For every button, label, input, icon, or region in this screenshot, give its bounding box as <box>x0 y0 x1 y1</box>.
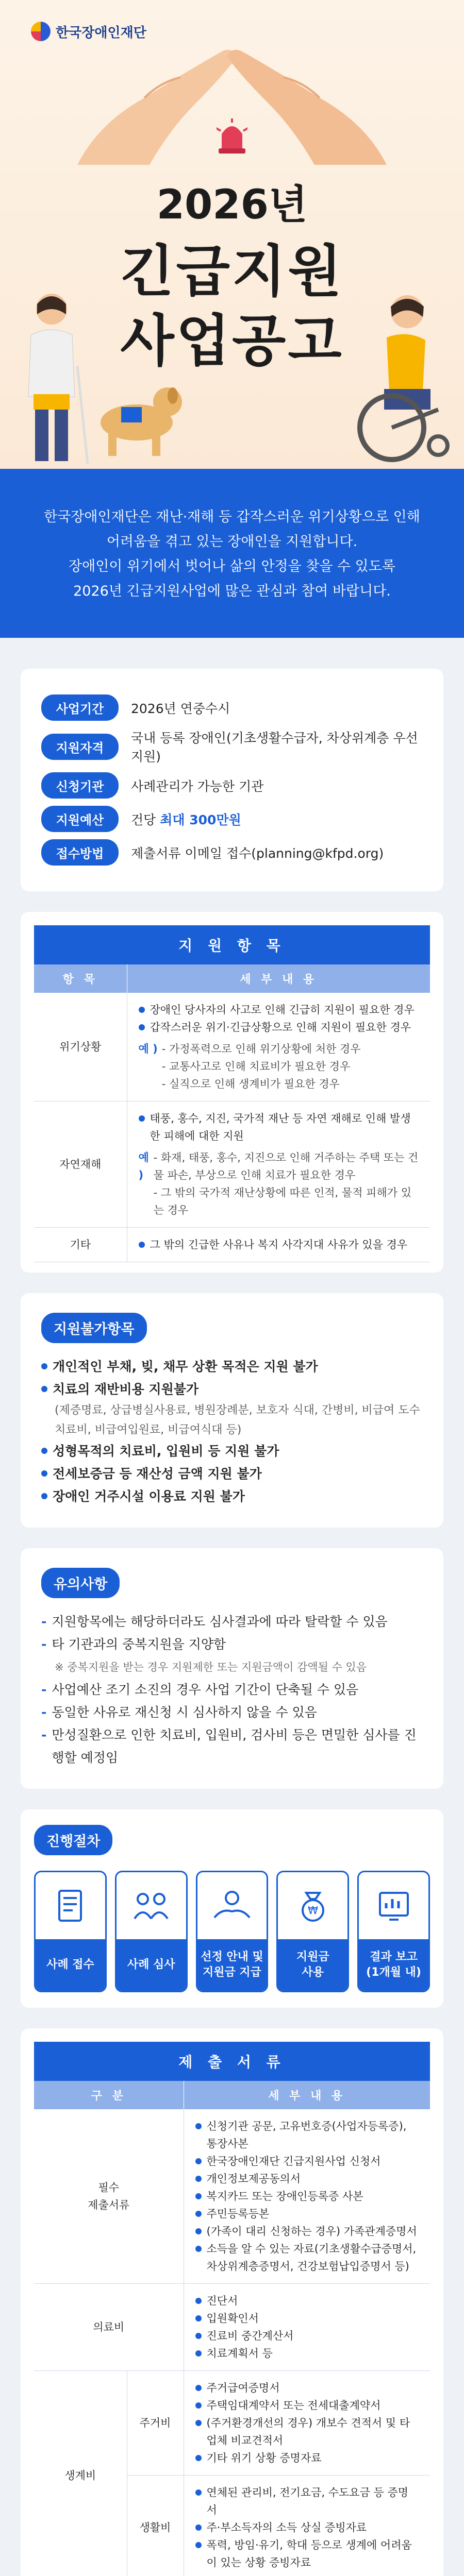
example: - 가정폭력으로 인해 위기상황에 처한 경우 <box>161 1043 361 1055</box>
row-content <box>127 1228 430 1262</box>
bullet: 진료비 중간계산서 <box>195 2327 419 2345</box>
bullet: 폭력, 방임·유기, 학대 등으로 생계에 어려움이 있는 상황 증빙자료 <box>195 2536 419 2571</box>
info-label: 신청기관 <box>41 772 119 799</box>
excluded-items-card <box>21 1293 443 1528</box>
header-detail: 세 부 내 용 <box>127 964 430 993</box>
row-content <box>184 2284 430 2371</box>
logo-mark-icon <box>31 22 51 41</box>
documents-card <box>21 2028 443 2576</box>
bullet: 주민등록등본 <box>195 2205 419 2223</box>
intro-line: 장애인이 위기에서 벗어나 삶의 안정을 찾을 수 있도록 <box>69 558 395 574</box>
step-label: 사례 접수 <box>36 1939 105 1991</box>
bullet: 그 밖의 긴급한 사유나 복지 사각지대 사유가 있을 경우 <box>139 1236 419 1253</box>
report-icon <box>376 1888 412 1924</box>
document-icon <box>52 1888 88 1924</box>
bullet: 입원확인서 <box>195 2310 419 2327</box>
process-card <box>21 1809 443 2008</box>
list-item: - 사업예산 조기 소진의 경우 사업 기간이 단축될 수 있음 <box>41 1679 423 1701</box>
list-item-note: ※ 중복지원을 받는 경우 지원제한 또는 지원금액이 감액될 수 있음 <box>55 1661 367 1673</box>
support-table-title: 지 원 항 목 <box>34 925 430 964</box>
row-content <box>127 993 430 1101</box>
info-value: 제출서류 이메일 접수(planning@kfpd.org) <box>131 845 384 861</box>
row-label: 필수 제출서류 <box>34 2109 184 2284</box>
header-item: 항 목 <box>34 964 127 993</box>
bullet: 개인정보제공동의서 <box>195 2170 419 2188</box>
person-with-guide-dog-icon <box>10 289 93 469</box>
row-content <box>184 2371 430 2476</box>
intro-text <box>0 469 464 638</box>
bullet: 한국장애인재단 긴급지원사업 신청서 <box>195 2153 419 2170</box>
siren-icon <box>217 118 247 155</box>
step-label: 사례 심사 <box>117 1939 186 1991</box>
list-item: 개인적인 부채, 빚, 채무 상환 목적은 지원 불가 <box>41 1355 423 1378</box>
support-table-header <box>34 964 430 993</box>
list-item: 장애인 거주시설 이용료 지원 불가 <box>41 1485 423 1508</box>
row-label: 기타 <box>34 1228 127 1262</box>
list-item: 성형목적의 치료비, 입원비 등 지원 불가 <box>41 1440 423 1463</box>
table-row <box>34 2109 430 2284</box>
caution-card <box>21 1548 443 1789</box>
list-item: 치료의 재반비용 지원불가 <box>41 1378 423 1401</box>
table-row <box>34 1228 430 1262</box>
svg-text:₩: ₩ <box>307 1904 318 1917</box>
info-row-budget <box>41 806 423 832</box>
process-steps <box>34 1871 430 1992</box>
budget-amount: 최대 300만원 <box>160 812 241 827</box>
bullet: (가족이 대리 신청하는 경우) 가족관계증명서 <box>195 2223 419 2240</box>
info-row-submission <box>41 839 423 866</box>
content <box>0 638 464 2576</box>
bullet: 복지카드 또는 장애인등록증 사본 <box>195 2188 419 2205</box>
header-category: 구 분 <box>34 2081 184 2109</box>
bullet: 기타 위기 상황 증명자료 <box>195 2449 419 2467</box>
example-block <box>139 1149 419 1219</box>
excluded-title: 지원불가항목 <box>41 1313 147 1343</box>
bullet: 치료계획서 등 <box>195 2345 419 2362</box>
step-label: 지원금 사용 <box>278 1939 347 1991</box>
row-label: 의료비 <box>34 2284 184 2371</box>
list-item: - 동일한 사유로 재신청 시 심사하지 않을 수 있음 <box>41 1701 423 1724</box>
row-label: 자연재해 <box>34 1101 127 1228</box>
person-in-wheelchair-icon <box>335 289 454 464</box>
documents-table-header <box>34 2081 430 2109</box>
hero-title-line1: 긴급지원 <box>120 240 344 304</box>
example: - 그 밖의 국가적 재난상황에 따른 인적, 물적 피해가 있는 경우 <box>153 1187 411 1216</box>
table-row <box>34 2284 430 2371</box>
bullet: 갑작스러운 위기·긴급상황으로 인해 지원이 필요한 경우 <box>139 1019 419 1036</box>
info-card <box>21 669 443 891</box>
table-row <box>34 1101 430 1228</box>
row-sublabel: 생활비 <box>127 2476 184 2576</box>
documents-table <box>34 2081 430 2576</box>
info-row-eligibility <box>41 728 423 765</box>
bullet: 연체된 관리비, 전기요금, 수도요금 등 증명서 <box>195 2484 419 2519</box>
info-label: 접수방법 <box>41 839 119 866</box>
documents-table-title: 제 출 서 류 <box>34 2042 430 2081</box>
example: - 교통사고로 인해 치료비가 필요한 경우 <box>161 1060 351 1073</box>
excluded-list <box>41 1355 423 1508</box>
info-label: 지원자격 <box>41 734 119 760</box>
header-detail: 세 부 내 용 <box>184 2081 430 2109</box>
step-label: 결과 보고 (1개월 내) <box>359 1939 428 1991</box>
example-block <box>139 1040 419 1093</box>
bullet: 주택임대계약서 또는 전세대출계약서 <box>195 2397 419 2414</box>
row-content <box>127 1101 430 1228</box>
process-step <box>115 1871 188 1992</box>
hands-coin-icon <box>211 1888 253 1924</box>
info-label: 지원예산 <box>41 806 119 832</box>
info-value: 사례관리가 가능한 기관 <box>131 778 264 794</box>
bullet: 신청기관 공문, 고유번호증(사업자등록증), 통장사본 <box>195 2117 419 2153</box>
list-item: - 타 기관과의 중복지원을 지양함 <box>41 1633 423 1656</box>
hero-title-line2: 사업공고 <box>120 309 344 374</box>
hero-banner <box>0 0 464 469</box>
intro-line: 2026년 긴급지원사업에 많은 관심과 참여 바랍니다. <box>73 583 391 599</box>
process-title: 진행절차 <box>34 1825 112 1855</box>
guide-dog-icon <box>90 366 183 459</box>
process-step <box>357 1871 430 1992</box>
info-value <box>131 810 241 828</box>
support-table <box>34 964 430 1262</box>
row-content <box>184 2109 430 2284</box>
row-content <box>184 2476 430 2576</box>
caution-title: 유의사항 <box>41 1568 120 1598</box>
example-tag: 예 ) <box>138 1043 158 1055</box>
people-icon <box>130 1888 172 1924</box>
process-step <box>196 1871 269 1992</box>
list-item-sub: (제증명료, 상급병실사용료, 병원장례분, 보호자 식대, 간병비, 비급여 도수치료비, 비급여입원료, 비급여식대 등) <box>55 1404 420 1436</box>
bullet: 태풍, 홍수, 지진, 국가적 재난 등 자연 재해로 인해 발생한 피해에 대한 지원 <box>139 1110 419 1145</box>
bullet: (주거환경개선의 경우) 개보수 견적서 및 타 업체 비교견적서 <box>195 2414 419 2449</box>
process-step <box>276 1871 349 1992</box>
bullet: 주·부소득자의 소득 상실 증빙자료 <box>195 2519 419 2536</box>
money-bag-icon <box>295 1888 331 1924</box>
step-label: 선정 안내 및 지원금 지급 <box>197 1939 267 1991</box>
info-label: 사업기간 <box>41 694 119 721</box>
row-sublabel: 주거비 <box>127 2371 184 2476</box>
intro-line: 어려움을 겪고 있는 장애인을 지원합니다. <box>106 534 358 550</box>
bullet: 장애인 당사자의 사고로 인해 긴급히 지원이 필요한 경우 <box>139 1001 419 1019</box>
info-value: 국내 등록 장애인(기초생활수급자, 차상위계층 우선지원) <box>131 731 418 764</box>
process-step <box>34 1871 107 1992</box>
list-item: - 지원항목에는 해당하더라도 심사결과에 따라 탈락할 수 있음 <box>41 1611 423 1633</box>
support-items-card <box>21 912 443 1273</box>
list-item: - 만성질환으로 인한 치료비, 입원비, 검사비 등은 면밀한 심사를 진행할 예정임 <box>41 1724 423 1769</box>
table-row <box>34 2371 430 2476</box>
table-row <box>34 993 430 1101</box>
example: - 실직으로 인해 생계비가 필요한 경우 <box>161 1078 340 1090</box>
caution-list <box>41 1611 423 1769</box>
hero-year: 2026년 <box>156 182 308 228</box>
budget-prefix: 건당 <box>131 812 160 827</box>
example: - 화재, 태풍, 홍수, 지진으로 인해 거주하는 주택 또는 건물 파손, 부상으로 인해 치료가 필요한 경우 <box>153 1151 419 1181</box>
bullet: 주거급여증명서 <box>195 2379 419 2397</box>
logo-text: 한국장애인재단 <box>56 25 146 41</box>
info-value: 2026년 연중수시 <box>131 701 230 716</box>
bullet: 진단서 <box>195 2292 419 2310</box>
example-tag: 예 ) <box>138 1151 149 1181</box>
intro-line: 한국장애인재단은 재난·재해 등 갑작스러운 위기상황으로 인해 <box>44 509 420 525</box>
info-row-period <box>41 694 423 721</box>
info-row-applicant <box>41 772 423 799</box>
list-item: 전세보증금 등 재산성 금액 지원 불가 <box>41 1463 423 1485</box>
bullet: 소득을 알 수 있는 자료(기초생활수급증명서, 차상위계층증명서, 건강보험납입증명서 등) <box>195 2240 419 2275</box>
row-label: 위기상황 <box>34 993 127 1101</box>
row-label: 생계비 <box>34 2371 127 2576</box>
